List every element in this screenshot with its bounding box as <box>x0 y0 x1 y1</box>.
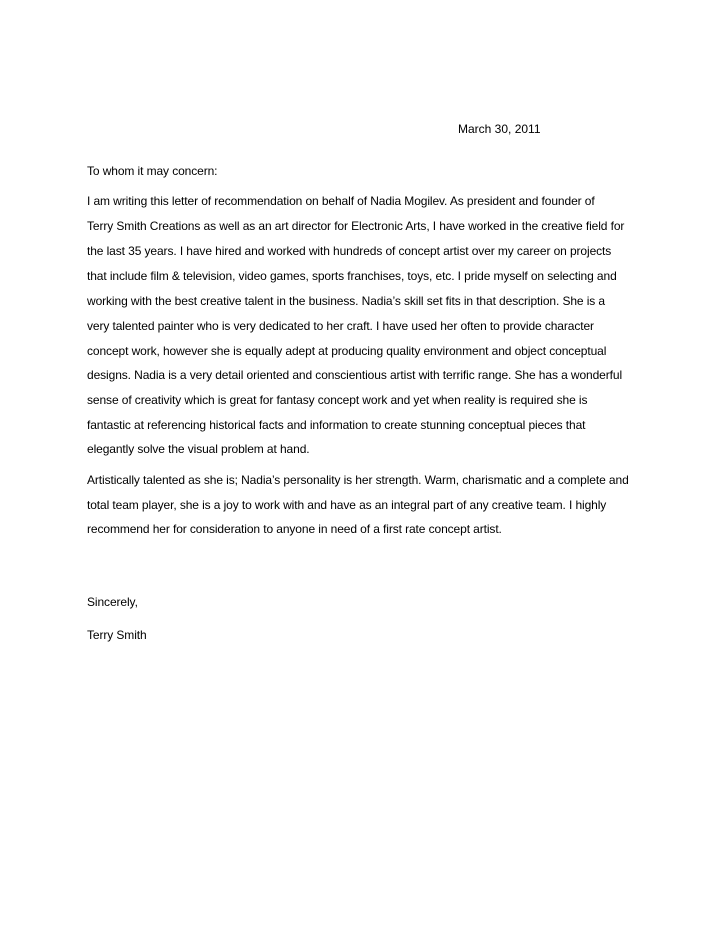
paragraph-line: concept work, however she is equally adept at producing quality environment and object conceptual <box>87 344 607 358</box>
paragraph-line: fantastic at referencing historical facts and information to create stunning conceptual pieces that <box>87 418 586 432</box>
paragraph-line: very talented painter who is very dedicated to her craft. I have used her often to provide character <box>87 319 594 333</box>
signature-name: Terry Smith <box>87 628 147 642</box>
paragraph-line: elegantly solve the visual problem at hand. <box>87 442 310 456</box>
paragraph-line: working with the best creative talent in the business. Nadia’s skill set fits in that description. She is a <box>87 294 606 308</box>
paragraph-line: that include film & television, video games, sports franchises, toys, etc. I pride myself on selecting and <box>87 269 617 283</box>
closing: Sincerely, <box>87 595 138 609</box>
paragraph-line: Artistically talented as she is; Nadia’s personality is her strength. Warm, charismatic and a complete and <box>87 473 629 487</box>
paragraph-line: Terry Smith Creations as well as an art director for Electronic Arts, I have worked in the creative field for <box>87 219 625 233</box>
salutation: To whom it may concern: <box>87 164 218 178</box>
paragraph-line: sense of creativity which is great for fantasy concept work and yet when reality is required she is <box>87 393 588 407</box>
paragraph-line: I am writing this letter of recommendation on behalf of Nadia Mogilev. As president and founder of <box>87 194 595 208</box>
letter-date: March 30, 2011 <box>458 122 541 136</box>
paragraph-line: total team player, she is a joy to work with and have as an integral part of any creative team. I highly <box>87 498 607 512</box>
paragraph-line: designs. Nadia is a very detail oriented and conscientious artist with terrific range. She has a wonderful <box>87 368 623 382</box>
paragraph-line: recommend her for consideration to anyone in need of a first rate concept artist. <box>87 522 502 536</box>
paragraph-line: the last 35 years. I have hired and worked with hundreds of concept artist over my career on projects <box>87 244 612 258</box>
